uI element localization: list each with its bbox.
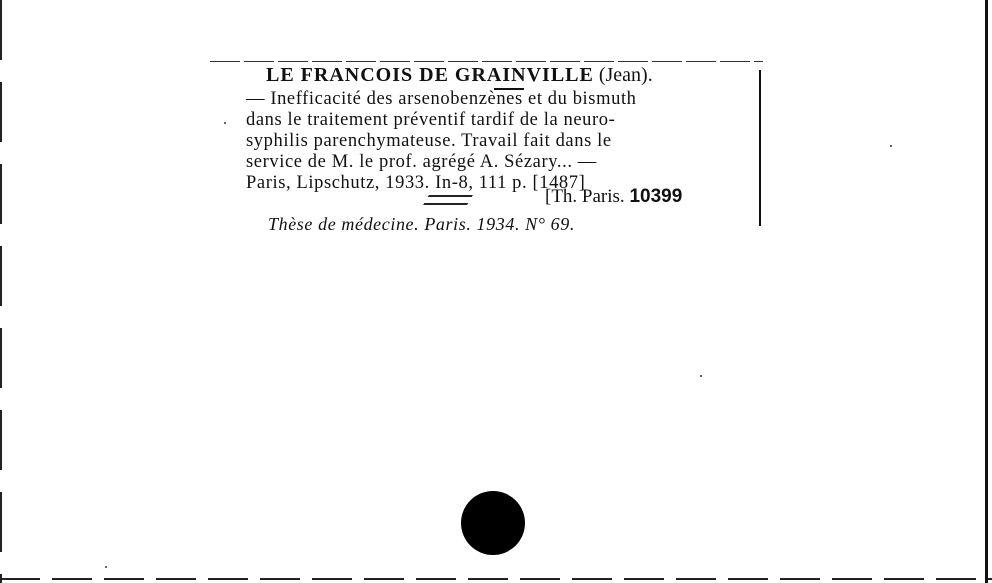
shelfmark-label: [Th. Paris. <box>545 186 625 207</box>
punch-hole <box>461 491 525 555</box>
speck <box>224 122 226 124</box>
shelfmark <box>545 186 682 208</box>
entry-heading <box>266 64 653 87</box>
card-left-edge <box>0 0 2 583</box>
entry-line-5: Paris, Lipschutz, 1933. In-8, 111 p. [1487] <box>246 173 586 193</box>
top-rule <box>210 61 763 62</box>
card-bottom-edge <box>0 578 992 580</box>
speck <box>890 145 892 147</box>
author-surname: LE FRANCOIS DE GRAINVILLE <box>266 64 594 86</box>
entry-line-2 <box>246 110 615 131</box>
entry-line-1: — Inefficacité des arsenobenzènes et du bismuth <box>246 89 637 109</box>
shelfmark-number: 10399 <box>629 186 683 207</box>
entry-line-2-text: dans le traitement préventif tardif de la neuro- <box>246 110 616 130</box>
author-given-name: (Jean). <box>598 64 653 86</box>
speck <box>700 375 702 377</box>
entry-line-3: syphilis parenchymateuse. Travail fait dans le <box>246 131 612 151</box>
right-bracket <box>759 70 761 226</box>
thesis-note: Thèse de médecine. Paris. 1934. N° 69. <box>268 214 575 234</box>
card-right-edge <box>985 0 988 583</box>
entry-line-4: service de M. le prof. agrégé A. Sézary... — <box>246 152 597 172</box>
handwritten-scribble <box>423 195 473 205</box>
speck <box>105 566 107 568</box>
